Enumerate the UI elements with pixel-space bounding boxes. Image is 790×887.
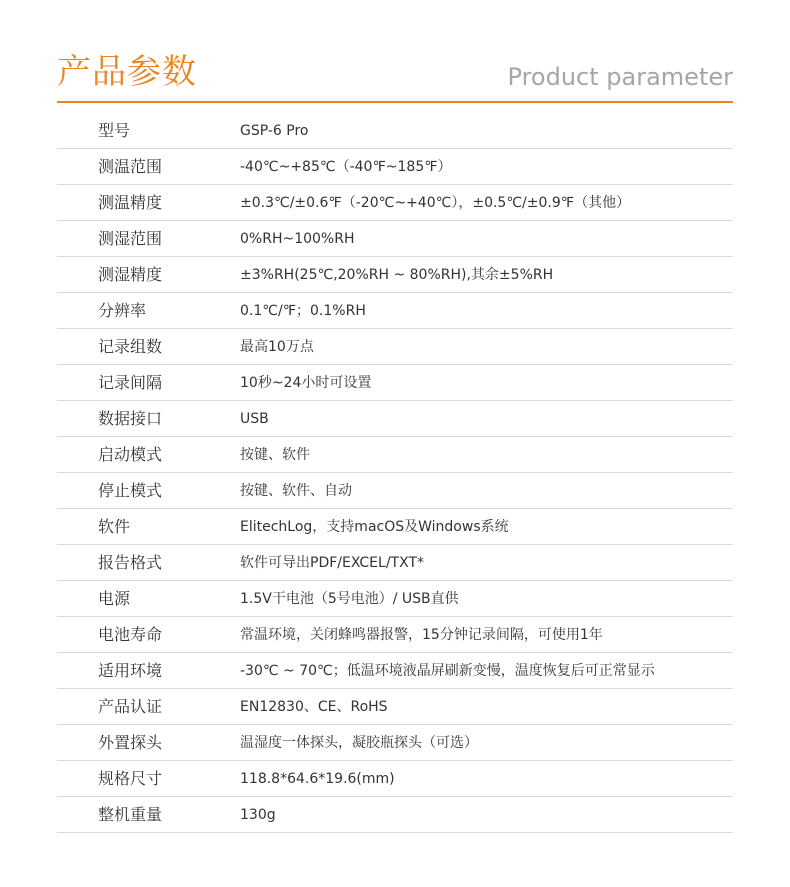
- param-value: -40℃~+85℃（-40℉~185℉）: [240, 159, 452, 175]
- param-label: 测温精度: [98, 193, 163, 212]
- param-label: 电池寿命: [98, 625, 163, 644]
- param-value: 最高10万点: [240, 339, 314, 355]
- param-label: 测温范围: [98, 157, 163, 176]
- param-label: 记录间隔: [98, 373, 163, 392]
- table-row: [57, 329, 733, 365]
- param-value: ±3%RH(25℃,20%RH ~ 80%RH),其余±5%RH: [240, 267, 554, 283]
- param-value: 10秒~24小时可设置: [240, 375, 372, 391]
- param-value: USB: [240, 411, 269, 427]
- param-label: 适用环境: [98, 661, 163, 680]
- table-row: [57, 221, 733, 257]
- param-label: 测湿精度: [98, 265, 163, 284]
- table-row: [57, 365, 733, 401]
- param-value: 0%RH~100%RH: [240, 231, 355, 247]
- param-label: 分辨率: [98, 301, 147, 320]
- page-title: 产品参数: [57, 52, 197, 92]
- param-label: 规格尺寸: [98, 769, 163, 788]
- param-value: -30℃ ~ 70℃；低温环境液晶屏刷新变慢，温度恢复后可正常显示: [240, 663, 655, 679]
- header-divider: [57, 101, 733, 103]
- param-value: ElitechLog，支持macOS及Windows系统: [240, 519, 509, 535]
- param-value: 按键、软件、自动: [240, 483, 352, 499]
- table-row: [57, 293, 733, 329]
- param-label: 停止模式: [98, 481, 163, 500]
- param-value: EN12830、CE、RoHS: [240, 699, 388, 715]
- table-row: [57, 113, 733, 149]
- param-label: 电源: [98, 589, 131, 608]
- table-row: [57, 437, 733, 473]
- param-label: 启动模式: [98, 445, 163, 464]
- table-row: [57, 257, 733, 293]
- param-label: 产品认证: [98, 697, 163, 716]
- table-row: [57, 509, 733, 545]
- table-row: [57, 185, 733, 221]
- table-row: [57, 149, 733, 185]
- page-subtitle: Product parameter: [507, 63, 733, 91]
- param-value: 按键、软件: [240, 447, 310, 463]
- parameter-table: [57, 113, 733, 833]
- param-value: 0.1℃/℉；0.1%RH: [240, 303, 366, 319]
- page-header: [57, 50, 733, 96]
- param-label: 型号: [98, 121, 131, 140]
- table-row: [57, 545, 733, 581]
- param-label: 外置探头: [98, 733, 163, 752]
- param-value: 130g: [240, 807, 276, 823]
- table-row: [57, 617, 733, 653]
- param-label: 数据接口: [98, 409, 163, 428]
- table-row: [57, 401, 733, 437]
- param-label: 软件: [98, 517, 131, 536]
- param-value: 118.8*64.6*19.6(mm): [240, 771, 395, 787]
- param-label: 记录组数: [98, 337, 163, 356]
- param-value: ±0.3℃/±0.6℉（-20℃~+40℃），±0.5℃/±0.9℉（其他）: [240, 195, 631, 211]
- param-value: 温湿度一体探头，凝胶瓶探头（可选）: [240, 735, 478, 751]
- param-value: 1.5V干电池（5号电池）/ USB直供: [240, 591, 459, 607]
- param-value: 常温环境，关闭蜂鸣器报警，15分钟记录间隔，可使用1年: [240, 627, 603, 643]
- param-label: 整机重量: [98, 805, 163, 824]
- table-row: [57, 581, 733, 617]
- table-row: [57, 473, 733, 509]
- table-row: [57, 725, 733, 761]
- param-label: 报告格式: [98, 553, 163, 572]
- table-row: [57, 797, 733, 833]
- table-row: [57, 689, 733, 725]
- param-value: 软件可导出PDF/EXCEL/TXT*: [240, 555, 424, 571]
- table-row: [57, 761, 733, 797]
- table-row: [57, 653, 733, 689]
- param-label: 测湿范围: [98, 229, 163, 248]
- param-value: GSP-6 Pro: [240, 123, 309, 139]
